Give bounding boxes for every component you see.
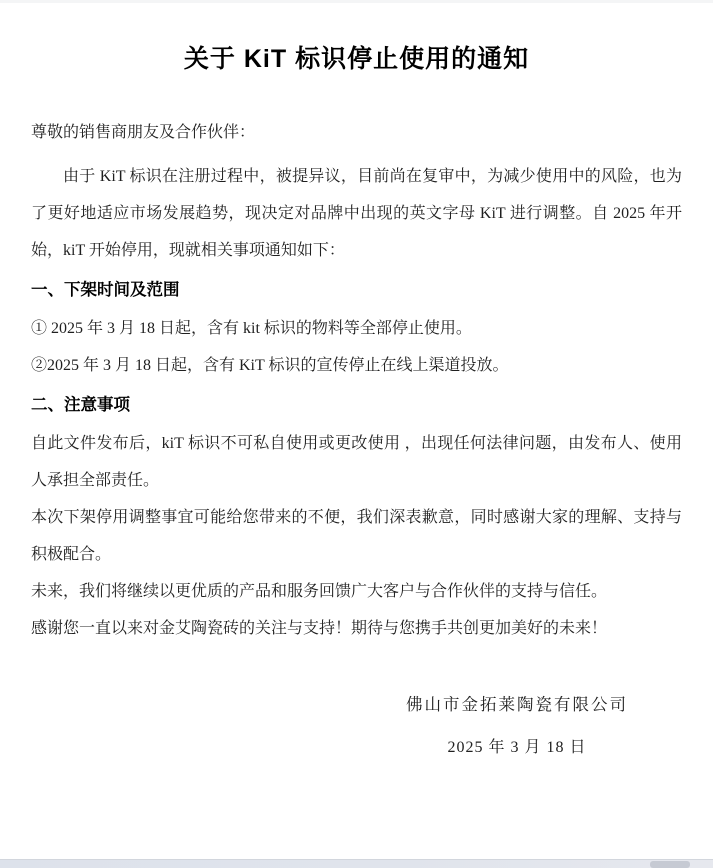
section1-item-1: ① 2025 年 3 月 18 日起，含有 kit 标识的物料等全部停止使用。 bbox=[31, 320, 472, 337]
notice-document-page bbox=[0, 3, 713, 760]
signature-date: 2025 年 3 月 18 日 bbox=[447, 739, 587, 756]
company-name: 佛山市金拓莱陶瓷有限公司 bbox=[406, 695, 628, 714]
section2-paragraph-4: 感谢您一直以来对金艾陶瓷砖的关注与支持！期待与您携手共创更加美好的未来！ bbox=[31, 620, 608, 637]
section2-paragraph-2: 本次下架停用调整事宜可能给您带来的不便，我们深表歉意，同时感谢大家的理解、支持与积极配合。 bbox=[31, 509, 682, 563]
section2-paragraph-3: 未来，我们将继续以更优质的产品和服务回馈广大客户与合作伙伴的支持与信任。 bbox=[31, 583, 608, 600]
section2-heading: 二、注意事项 bbox=[31, 396, 130, 414]
document-title: 关于 KiT 标识停止使用的通知 bbox=[183, 45, 530, 73]
section1-heading: 一、下架时间及范围 bbox=[31, 281, 180, 299]
section1-item-2: ②2025 年 3 月 18 日起，含有 KiT 标识的宣传停止在线上渠道投放。 bbox=[31, 357, 509, 374]
signature-block bbox=[406, 693, 628, 760]
greeting-line: 尊敬的销售商朋友及合作伙伴： bbox=[31, 124, 256, 141]
section2-paragraph-1: 自此文件发布后，kiT 标识不可私自使用或更改使用 ，出现任何法律问题，由发布人、使用人承担全部责任。 bbox=[31, 435, 682, 489]
horizontal-scrollbar[interactable] bbox=[0, 859, 713, 868]
intro-paragraph: 由于 KiT 标识在注册过程中，被提异议，目前尚在复审中，为减少使用中的风险，也为了更好地适应市场发展趋势，现决定对品牌中出现的英文字母 KiT 进行调整。自 2025 年开始，kiT 开始停用，现就相关事项通知如下： bbox=[31, 168, 682, 259]
scrollbar-thumb[interactable] bbox=[650, 861, 690, 868]
